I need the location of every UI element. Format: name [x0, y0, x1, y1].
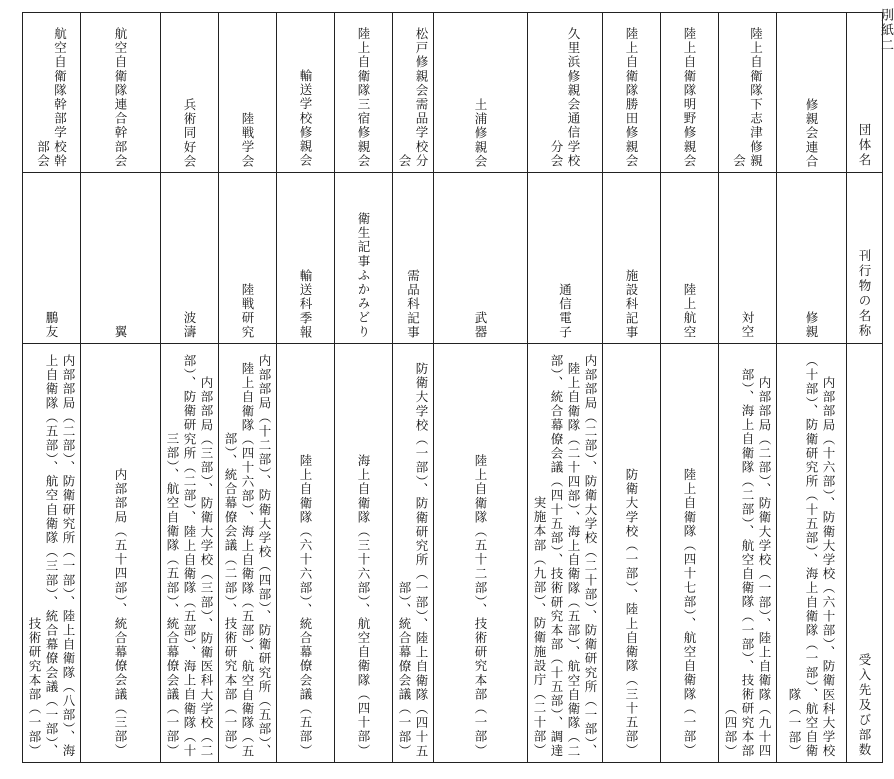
header-publication: 刊行物の名称 [847, 173, 883, 344]
table-cell-destinations: 内部部局（十六部）、防衛大学校（六十部）、防衛医科大学校（十部）、防衛研究所（十五部）、海上自衛隊（一部）、航空自衛隊（一部） [777, 344, 847, 763]
table-cell-organization: 陸戦学会 [219, 13, 277, 173]
table-cell-destinations: 陸上自衛隊（六十六部）、統合幕僚会議（五部） [277, 344, 335, 763]
publication-row [23, 173, 883, 344]
destinations-row [23, 344, 883, 763]
table-cell-organization: 輸送学校修親会 [277, 13, 335, 173]
table-cell-organization: 松戸修親会需品学校分会 [393, 13, 434, 173]
table-cell-organization: 陸上自衛隊明野修親会 [661, 13, 719, 173]
table-cell-destinations: 内部部局（十二部）、防衛大学校（四部）、防衛研究所（五部）、陸上自衛隊（四十六部）、海上自衛隊（五部）、航空自衛隊（五部）、統合幕僚会議（二部）、技術研究本部（一部） [219, 344, 277, 763]
table-cell-publication: 対空 [719, 173, 777, 344]
table-cell-organization: 陸上自衛隊勝田修親会 [603, 13, 661, 173]
table-cell-publication: 輸送科季報 [277, 173, 335, 344]
table-cell-destinations: 内部部局（五十四部）、統合幕僚会議（三部） [81, 344, 161, 763]
table-cell-publication: 陸戦研究 [219, 173, 277, 344]
table-cell-publication: 衛生記事ふかみどり [335, 173, 393, 344]
table-cell-publication: 鵬友 [23, 173, 81, 344]
table-cell-destinations: 内部部局（三部）、防衛大学校（三部）、防衛医科大学校（二部）、防衛研究所（二部）、陸上自衛隊（五部）、海上自衛隊（十三部）、航空自衛隊（五部）、統合幕僚会議（一部） [161, 344, 219, 763]
table-cell-organization: 土浦修親会 [434, 13, 528, 173]
table-cell-destinations: 内部部局（二部）、防衛大学校（一部）、陸上自衛隊（九十四部）、海上自衛隊（二部）、航空自衛隊（一部）、技術研究本部（四部） [719, 344, 777, 763]
annex-label: 別紙二 [878, 8, 893, 53]
table-cell-publication: 通信電子 [528, 173, 603, 344]
table-cell-publication: 波濤 [161, 173, 219, 344]
table-cell-publication: 施設科記事 [603, 173, 661, 344]
table-cell-publication: 需品科記事 [393, 173, 434, 344]
header-destinations: 受入先及び部数 [847, 344, 883, 763]
table-cell-organization: 修親会連合 [777, 13, 847, 173]
table-cell-organization: 陸上自衛隊三宿修親会 [335, 13, 393, 173]
organization-table [22, 12, 883, 763]
table-cell-organization: 航空自衛隊幹部学校幹部会 [23, 13, 81, 173]
table-cell-destinations: 防衛大学校（一部）、陸上自衛隊（三十五部） [603, 344, 661, 763]
table-cell-destinations: 内部部局（二部）、防衛研究所（一部）、陸上自衛隊（八部）、海上自衛隊（五部）、航空自衛隊（三部）、統合幕僚会議（一部）、技術研究本部（一部） [23, 344, 81, 763]
table-cell-destinations: 陸上自衛隊（四十七部）、航空自衛隊（一部） [661, 344, 719, 763]
table-cell-organization: 兵術同好会 [161, 13, 219, 173]
table-cell-destinations: 海上自衛隊（三十六部）、航空自衛隊（四十部） [335, 344, 393, 763]
table-cell-publication: 武器 [434, 173, 528, 344]
header-organization: 団体名 [847, 13, 883, 173]
table-cell-organization: 航空自衛隊連合幹部会 [81, 13, 161, 173]
organization-row [23, 13, 883, 173]
table-cell-destinations: 陸上自衛隊（五十二部）、技術研究本部（一部） [434, 344, 528, 763]
table-cell-organization: 久里浜修親会通信学校分会 [528, 13, 603, 173]
table-cell-destinations: 防衛大学校（一部）、防衛研究所（一部）、陸上自衛隊（四十五部）、統合幕僚会議（一部） [393, 344, 434, 763]
table-cell-publication: 修親 [777, 173, 847, 344]
table-cell-organization: 陸上自衛隊下志津修親会 [719, 13, 777, 173]
table-cell-destinations: 内部部局（二部）、防衛大学校（二十部）、防衛研究所（一部）、陸上自衛隊（二十四部）、海上自衛隊（五部）、航空自衛隊（二部）、統合幕僚会議（四十五部）、技術研究本部（十五部）、調達実施本部（九部）、防衛施設庁（二十部） [528, 344, 603, 763]
table-cell-publication: 陸上航空 [661, 173, 719, 344]
table-cell-publication: 翼 [81, 173, 161, 344]
